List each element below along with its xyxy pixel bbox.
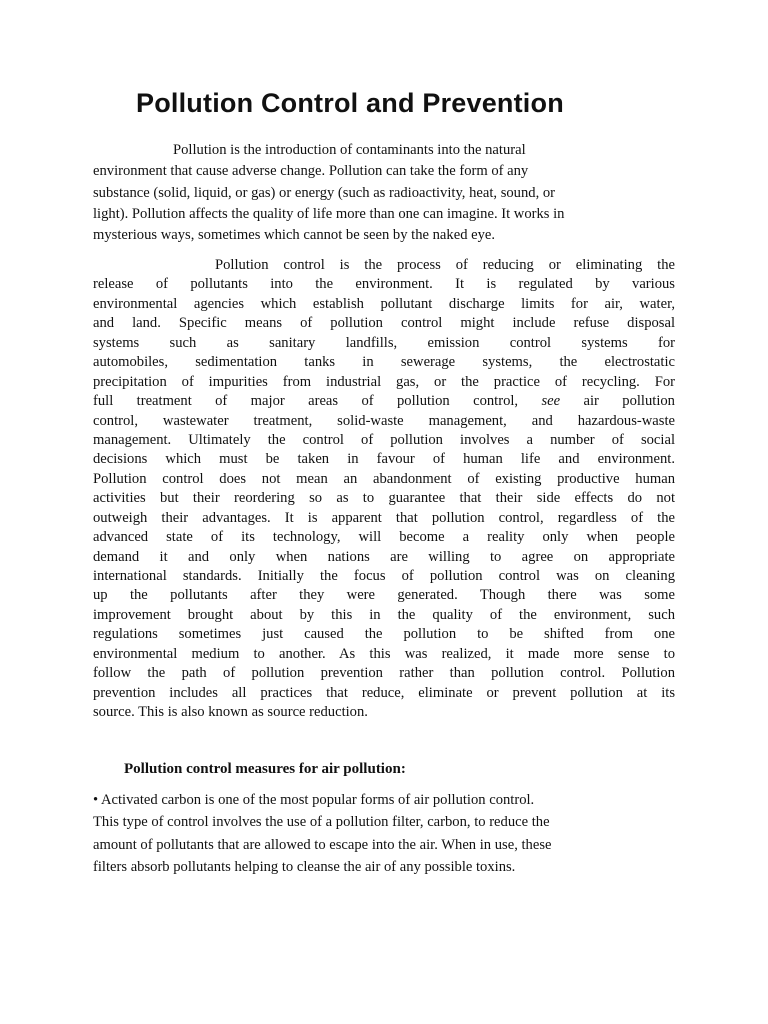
paragraph-line: amount of pollutants that are allowed to escape into the air. When in use, these xyxy=(93,836,552,853)
paragraph-line: This type of control involves the use of a pollution filter, carbon, to reduce the xyxy=(93,814,550,831)
paragraph-line: Pollution control does not mean an abandonment of existing productive human xyxy=(93,470,675,487)
paragraph-line: Pollution control is the process of reducing or eliminating the xyxy=(215,257,675,273)
paragraph-line: light). Pollution affects the quality of life more than one can imagine. It works in xyxy=(93,205,565,222)
paragraph-line: improvement brought about by this in the quality of the environment, such xyxy=(93,606,675,623)
paragraph-line: up the pollutants after they were generated. Though there was some xyxy=(93,587,675,604)
paragraph-line: control, wastewater treatment, solid-waste management, and hazardous-waste xyxy=(93,412,675,429)
bullet-line xyxy=(93,789,673,811)
paragraph-line: environmental medium to another. As this was realized, it made more sense to xyxy=(93,645,675,662)
paragraph-line: decisions which must be taken in favour of human life and environment. xyxy=(93,451,675,468)
bullet-icon: • xyxy=(93,792,99,808)
bullet-text: Activated carbon is one of the most popular forms of air pollution control. xyxy=(100,792,535,808)
intro-paragraph xyxy=(93,140,643,246)
paragraph-line: substance (solid, liquid, or gas) or energy (such as radioactivity, heat, sound, or xyxy=(93,184,556,201)
see-reference: see xyxy=(541,393,561,410)
paragraph-line: activities but their reordering so as to guarantee that their side effects do not xyxy=(93,490,675,507)
paragraph-line: management. Ultimately the control of pollution involves a number of social xyxy=(93,431,675,448)
paragraph-line: environmental agencies which establish pollutant discharge limits for air, water, xyxy=(93,295,675,312)
paragraph-line-with-reference xyxy=(93,392,675,411)
paragraph-line: advanced state of its technology, will become a reality only when people xyxy=(93,529,675,546)
paragraph-line: demand it and only when nations are willing to agree on appropriate xyxy=(93,548,675,565)
paragraph-line: source. This is also known as source reduction. xyxy=(93,704,368,721)
page-title: Pollution Control and Prevention xyxy=(136,88,564,118)
paragraph-line-text: full treatment of major areas of pollution control, xyxy=(93,393,519,410)
pollution-control-paragraph xyxy=(93,256,675,723)
paragraph-line: regulations sometimes just caused the pollution to be shifted from one xyxy=(93,626,675,643)
paragraph-line: automobiles, sedimentation tanks in sewerage systems, the electrostatic xyxy=(93,354,675,371)
reference-text: air pollution xyxy=(583,393,675,410)
paragraph-line: systems such as sanitary landfills, emission control systems for xyxy=(93,334,675,351)
paragraph-line: Pollution is the introduction of contaminants into the natural xyxy=(173,142,526,158)
paragraph-line: international standards. Initially the focus of pollution control was on cleaning xyxy=(93,568,675,584)
paragraph-line: prevention includes all practices that reduce, eliminate or prevent pollution at its xyxy=(93,684,675,701)
paragraph-line: outweigh their advantages. It is apparent that pollution control, regardless of the xyxy=(93,509,675,526)
paragraph-line: release of pollutants into the environment. It is regulated by various xyxy=(93,276,675,293)
paragraph-line: mysterious ways, sometimes which cannot be seen by the naked eye. xyxy=(93,227,496,244)
paragraph-line: follow the path of pollution prevention rather than pollution control. Pollution xyxy=(93,665,675,682)
paragraph-line: filters absorb pollutants helping to cleanse the air of any possible toxins. xyxy=(93,858,516,875)
paragraph-line: precipitation of impurities from industrial gas, or the practice of recycling. For xyxy=(93,373,675,390)
paragraph-line: and land. Specific means of pollution control might include refuse disposal xyxy=(93,315,675,332)
air-pollution-bullet xyxy=(93,789,673,878)
paragraph-line: environment that cause adverse change. Pollution can take the form of any xyxy=(93,163,529,180)
air-pollution-heading: Pollution control measures for air pollution: xyxy=(124,761,406,777)
